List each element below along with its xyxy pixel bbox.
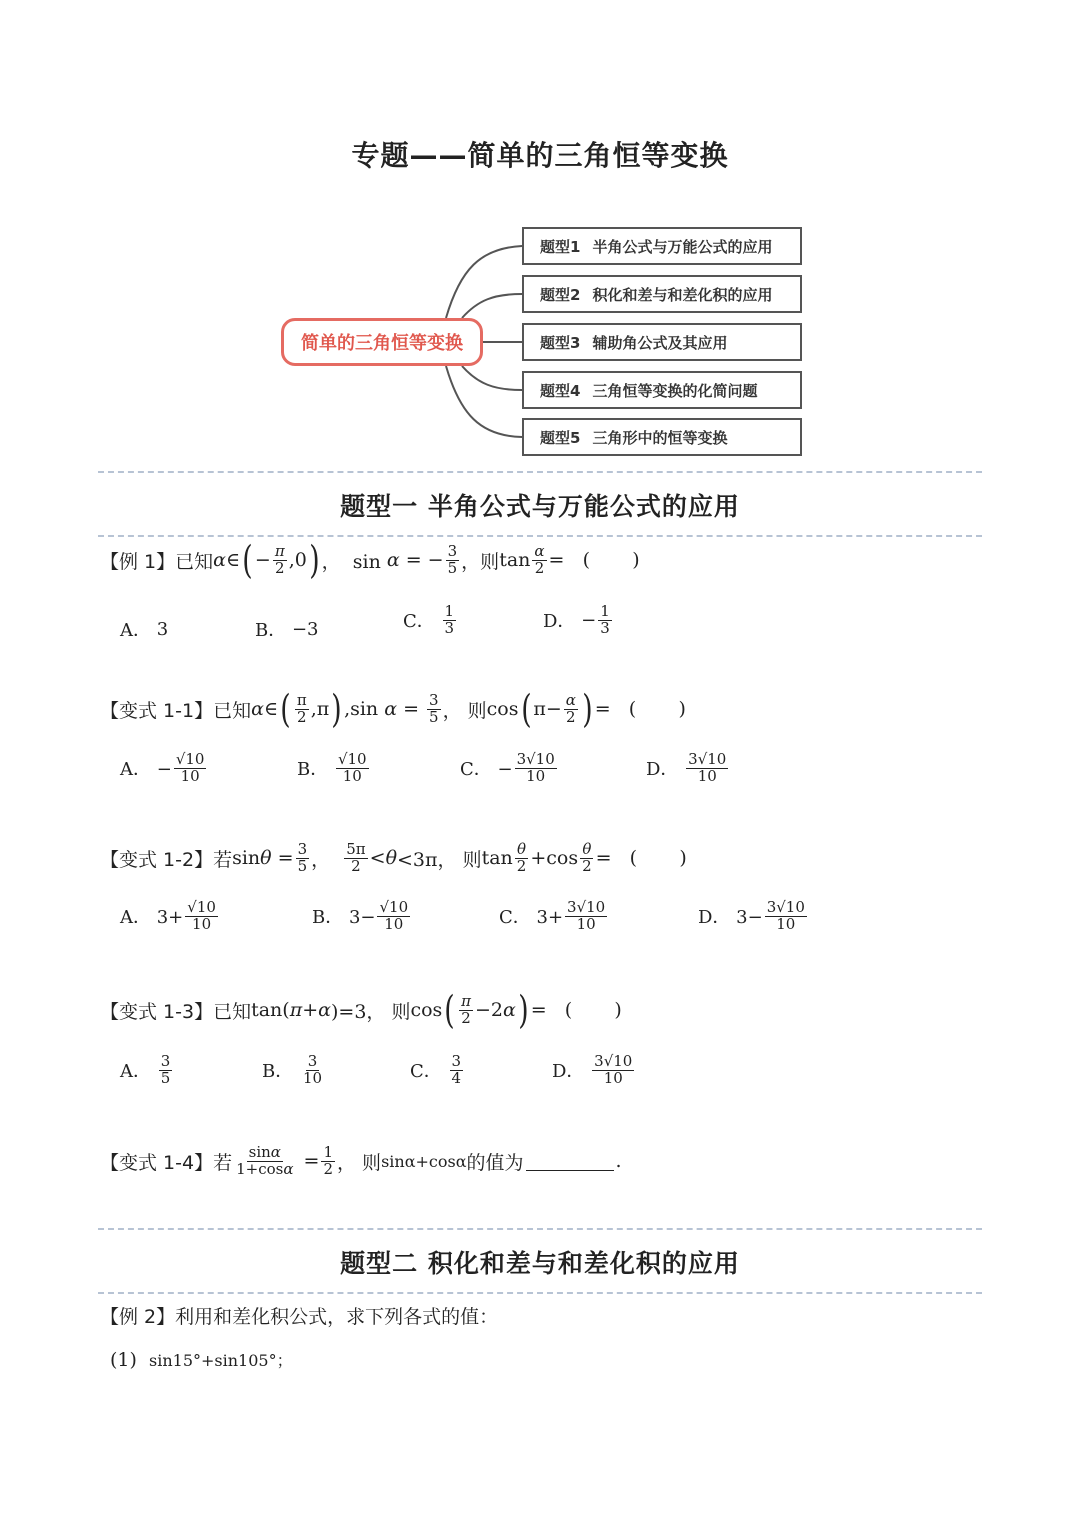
option-b[interactable]: B． 3− $\frac{√10}{10}$: [312, 898, 409, 933]
connector-2: [462, 294, 522, 318]
branch-tag: 题型2: [540, 285, 581, 304]
branch-tag: 题型5: [540, 428, 581, 447]
branch-type-5: [522, 418, 802, 456]
answer-blank[interactable]: [526, 1152, 614, 1171]
mind-map-center: 简单的三角恒等变换: [281, 318, 483, 366]
option-letter: B．: [255, 620, 287, 641]
question-text: 则: [462, 848, 482, 871]
branch-type-2: [522, 275, 802, 313]
question-text: 若: [213, 1151, 233, 1174]
option-value: 3: [156, 618, 169, 640]
divider: [98, 1292, 982, 1294]
sub-question-1: [110, 1348, 293, 1371]
option-b[interactable]: B． $\frac{√10}{10}$: [297, 750, 367, 785]
branch-label: 半角公式与万能公式的应用: [592, 237, 773, 256]
question-text: 已知: [213, 1000, 252, 1023]
option-value: −3: [291, 618, 319, 640]
branch-label: 三角形中的恒等变换: [592, 428, 728, 447]
question-label: 【变式 1-3】: [100, 1000, 214, 1023]
question-example-1: 【例 1】 已知 α ∈ ( − $\frac{\pi}{2}$ ,0 ) ， sin α = − $\frac{3}{5}$ ， 则 tan $\frac{\alpha}{2}$ = ( ): [100, 538, 640, 582]
branch-label: 三角恒等变换的化简问题: [592, 381, 758, 400]
question-label: 【例 1】: [100, 550, 176, 573]
sub-question-expression: sin15°+sin105°；: [149, 1351, 293, 1370]
option-a[interactable]: [120, 616, 168, 642]
option-a[interactable]: A． − $\frac{√10}{10}$: [120, 750, 205, 785]
branch-tag: 题型3: [540, 333, 581, 352]
question-text: sinα+cosα: [381, 1151, 467, 1171]
option-c[interactable]: C． − $\frac{3√10}{10}$: [460, 750, 555, 785]
question-variant-1-3: 【变式 1-3】 已知 tan( π + α )=3， 则 cos ( $\frac{\pi}{2}$ −2 α ) = ( ): [100, 988, 622, 1032]
divider: [98, 471, 982, 473]
question-example-2: [100, 1302, 498, 1329]
question-variant-1-2: 【变式 1-2】 若 sin θ = $\frac{3}{5}$ ， $\frac{5\pi}{2}$ < θ <3π， 则 tan $\frac{\theta}{2}$ +cos $\frac{\theta}{2}$ = ( ): [100, 840, 687, 875]
question-text: 则: [362, 1151, 382, 1174]
option-d[interactable]: D． 3− $\frac{3√10}{10}$: [698, 898, 805, 933]
section-title-2: 题型二 积化和差与和差化积的应用: [340, 1249, 740, 1278]
question-text: tan: [499, 549, 531, 571]
question-variant-1-1: 【变式 1-1】 已知 α ∈ ( $\frac{\pi}{2}$ ,π ) ,sin α = $\frac{3}{5}$ ， 则 cos ( π− $\frac{\alpha}{2}$ ) = ( ): [100, 687, 686, 731]
divider: [98, 1228, 982, 1230]
option-b[interactable]: [255, 616, 319, 642]
question-text: 的值为: [466, 1151, 524, 1174]
option-c[interactable]: C． 3+ $\frac{3√10}{10}$: [499, 898, 606, 933]
option-a[interactable]: A． 3+ $\frac{√10}{10}$: [120, 898, 216, 933]
page-title: 专题——简单的三角恒等变换: [351, 139, 729, 172]
question-label: 【例 2】: [100, 1306, 176, 1328]
branch-label: 积化和差与和差化积的应用: [592, 285, 773, 304]
branch-label: 辅助角公式及其应用: [592, 333, 728, 352]
question-text: cos: [486, 698, 519, 720]
connector-5: [446, 366, 522, 437]
question-text: 已知: [213, 699, 252, 722]
option-letter: D．: [543, 611, 576, 633]
branch-tag: 题型4: [540, 381, 581, 400]
option-b[interactable]: B． $\frac{3}{10}$: [262, 1052, 323, 1087]
section-title-1: 题型一 半角公式与万能公式的应用: [340, 492, 740, 521]
option-d[interactable]: D． $\frac{3√10}{10}$: [552, 1052, 633, 1087]
question-label: 【变式 1-2】: [100, 848, 214, 871]
question-label: 【变式 1-1】: [100, 699, 214, 722]
mind-map: [0, 0, 1080, 470]
option-d[interactable]: D． $\frac{3√10}{10}$: [646, 750, 727, 785]
option-letter: A．: [120, 620, 151, 641]
branch-type-4: [522, 371, 802, 409]
question-label: 【变式 1-4】: [100, 1151, 214, 1174]
connector-1: [446, 246, 522, 318]
question-text: 则: [467, 699, 487, 722]
question-text: 则: [391, 1000, 411, 1023]
question-text: 则: [480, 550, 500, 573]
connector-4: [462, 366, 522, 390]
question-text: 已知: [175, 550, 214, 573]
option-a[interactable]: A． $\frac{3}{5}$: [120, 1052, 171, 1087]
branch-type-3: [522, 323, 802, 361]
question-text: 利用和差化积公式，求下列各式的值：: [175, 1306, 499, 1328]
branch-type-1: [522, 227, 802, 265]
divider: [98, 535, 982, 537]
option-c[interactable]: C． $\frac{1}{3}$: [403, 602, 455, 637]
option-c[interactable]: C． $\frac{3}{4}$: [410, 1052, 462, 1087]
option-d[interactable]: D． − $\frac{1}{3}$: [543, 602, 610, 637]
sub-question-number: (1): [110, 1348, 137, 1371]
question-variant-1-4: 【变式 1-4】 若 $\frac{\sin\alpha}{1+\cos\alpha}$ = $\frac{1}{2}$ ， 则 sinα+cosα 的值为 .: [100, 1143, 622, 1178]
question-text: 若: [213, 848, 233, 871]
option-letter: C．: [403, 611, 435, 633]
branch-tag: 题型1: [540, 237, 581, 256]
